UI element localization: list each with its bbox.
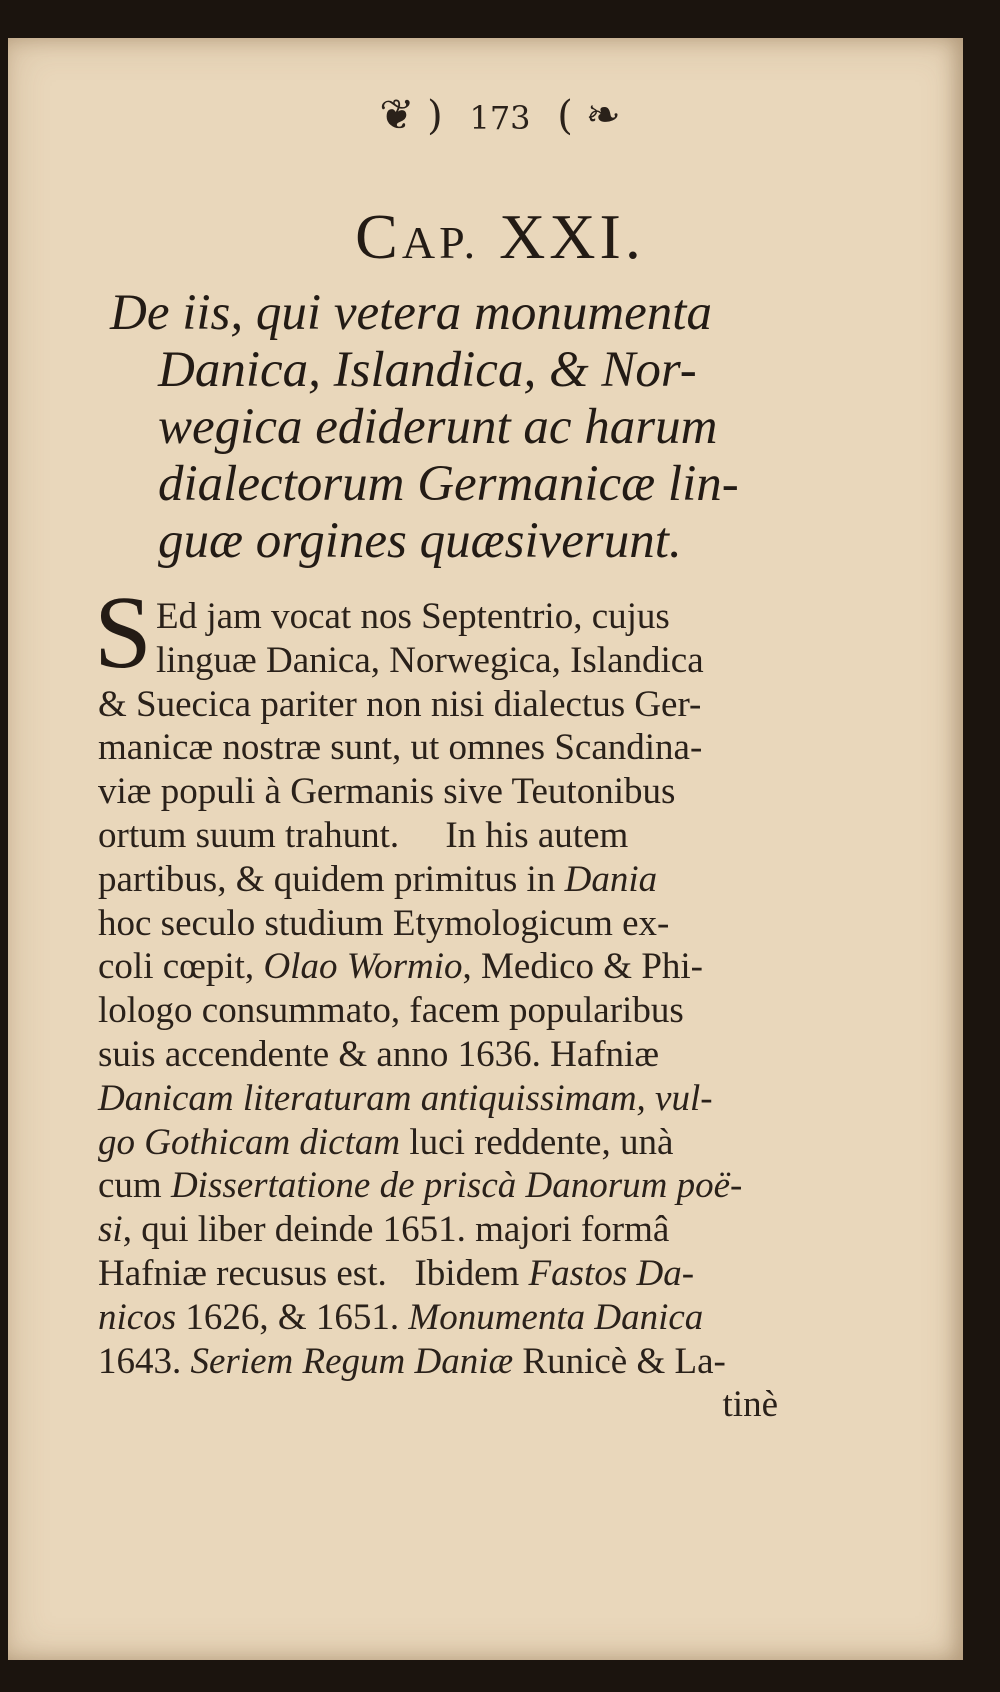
- header-right-paren: (: [557, 93, 573, 139]
- body-segment-italic: Monumenta Danica: [408, 1296, 704, 1338]
- catchword: [98, 1383, 778, 1427]
- body-segment: Runicè & La-: [513, 1340, 726, 1382]
- body-segment-italic: Fastos Da-: [528, 1252, 695, 1294]
- body-line: [98, 1077, 778, 1121]
- chapter-heading-initial: C: [355, 201, 402, 272]
- body-segment-italic: nicos: [98, 1296, 177, 1338]
- body-line: [98, 1208, 778, 1252]
- body-segment: coli cœpit,: [98, 946, 264, 988]
- header-left-paren: ): [427, 93, 443, 139]
- body-line: [98, 770, 778, 814]
- body-segment-italic: si: [98, 1209, 123, 1251]
- drop-cap: S: [94, 575, 152, 690]
- body-segment: , Medico & Phi-: [462, 946, 703, 988]
- body-line: [98, 1164, 778, 1208]
- body-segment: cum: [98, 1165, 171, 1207]
- body-segment: partibus, & quidem primitus in: [98, 858, 565, 900]
- body-segment-italic: Dania: [564, 858, 658, 900]
- page-number: 173: [469, 99, 531, 137]
- title-line: guæ orgines quæsiverunt.: [158, 513, 682, 569]
- body-line: [98, 1033, 778, 1077]
- body-line: [98, 814, 778, 858]
- body-segment: 1643.: [98, 1340, 191, 1382]
- chapter-title: [110, 285, 790, 570]
- body-line: [98, 989, 778, 1033]
- running-header: [0, 90, 1000, 139]
- body-segment-italic: Seriem Regum Daniæ: [190, 1340, 514, 1382]
- body-segment: ortum suum trahunt. In his autem: [98, 814, 629, 856]
- body-segment-italic: Dissertatione de priscà Danorum poë-: [170, 1165, 743, 1207]
- left-ornament-icon: ❦: [379, 90, 415, 139]
- body-segment: & Suecica pariter non nisi dialectus Ger-: [98, 683, 702, 725]
- body-segment: manicæ nostræ sunt, ut omnes Scandina-: [98, 727, 703, 769]
- title-line: De iis, qui vetera monumenta: [110, 285, 712, 341]
- body-line: [98, 858, 778, 902]
- body-line: [98, 595, 778, 639]
- body-segment: hoc seculo studium Etymologicum ex-: [98, 902, 670, 944]
- title-line: wegica ediderunt ac harum: [158, 399, 718, 455]
- body-text: [98, 595, 778, 1427]
- chapter-heading: [0, 200, 1000, 274]
- body-segment-italic: Danicam literaturam antiquissimam, vul-: [98, 1077, 713, 1119]
- right-ornament-icon: ❧: [585, 90, 621, 139]
- body-line: [98, 902, 778, 946]
- body-line: [98, 683, 778, 727]
- body-line: [98, 726, 778, 770]
- body-segment: 1626, & 1651.: [176, 1296, 409, 1338]
- body-segment: Ed jam vocat nos Septentrio, cujus: [156, 596, 670, 637]
- body-line: [98, 1252, 778, 1296]
- title-line: Danica, Islandica, & Nor-: [158, 342, 697, 398]
- body-segment: luci reddente, unà: [400, 1121, 674, 1163]
- catchword-text: tinè: [722, 1384, 778, 1426]
- body-segment: linguæ Danica, Norwegica, Islandica: [156, 639, 704, 681]
- body-segment-italic: Olao Wormio: [263, 946, 463, 988]
- body-line: [98, 639, 778, 683]
- chapter-heading-rest: AP.: [401, 217, 480, 268]
- title-line: dialectorum Germanicæ lin-: [158, 456, 739, 512]
- body-line: [98, 1340, 778, 1384]
- body-segment: lologo consummato, facem popularibus: [98, 990, 684, 1032]
- body-segment: , qui liber deinde 1651. majori formâ: [122, 1209, 670, 1251]
- body-line: [98, 1121, 778, 1165]
- body-segment: viæ populi à Germanis sive Teutonibus: [98, 771, 676, 813]
- chapter-numeral: XXI.: [499, 201, 645, 272]
- body-line: [98, 945, 778, 989]
- body-line: [98, 1296, 778, 1340]
- body-segment: Hafniæ recusus est. Ibidem: [98, 1252, 529, 1294]
- body-segment: suis accendente & anno 1636. Hafniæ: [98, 1033, 660, 1075]
- body-segment-italic: go Gothicam dictam: [98, 1121, 401, 1163]
